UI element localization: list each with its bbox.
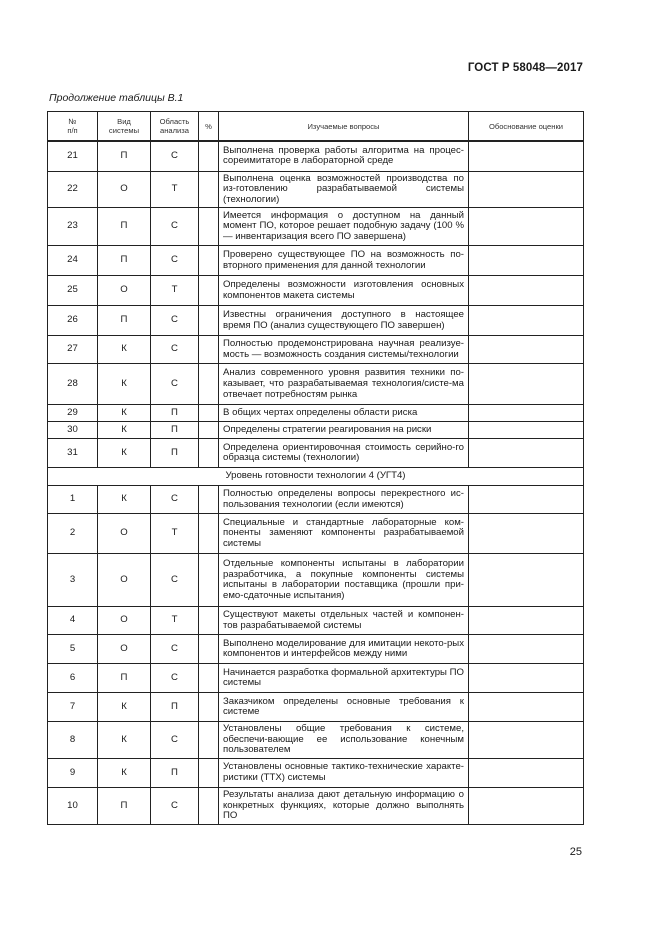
row-number: 8: [48, 722, 98, 759]
assessment-basis-cell: [469, 405, 584, 422]
question-cell: В общих чертах определены области риска: [219, 405, 469, 422]
question-cell: Определены стратегии реагирования на риски: [219, 422, 469, 439]
question-cell: Специальные и стандартные лабораторные ком-поненты заменяют компоненты разрабатываемой системы: [219, 514, 469, 554]
assessment-basis-cell: [469, 554, 584, 607]
question-cell: Отдельные компоненты испытаны в лаборатории разработчика, а покупные компоненты системы испытаны в лаборатории поставщика (прошли при-емо-сдаточные испытания): [219, 554, 469, 607]
assessment-basis-cell: [469, 276, 584, 306]
percent-cell: [199, 336, 219, 364]
system-type-cell: О: [98, 635, 151, 664]
system-type-cell: К: [98, 439, 151, 468]
table-row: [48, 405, 584, 422]
question-cell: Установлены основные тактико-технические характе-ристики (ТТХ) системы: [219, 759, 469, 788]
assessment-basis-cell: [469, 759, 584, 788]
percent-cell: [199, 693, 219, 722]
table-row: [48, 722, 584, 759]
table-row: [48, 171, 584, 208]
table-row: [48, 208, 584, 246]
percent-cell: [199, 514, 219, 554]
page-number: 25: [569, 846, 582, 858]
percent-cell: [199, 141, 219, 171]
document-standard-number: ГОСТ Р 58048—2017: [467, 62, 583, 74]
analysis-area-cell: С: [151, 554, 199, 607]
table-row: [48, 276, 584, 306]
assessment-basis-cell: [469, 514, 584, 554]
analysis-area-cell: П: [151, 439, 199, 468]
assessment-basis-cell: [469, 788, 584, 825]
percent-cell: [199, 276, 219, 306]
analysis-area-cell: П: [151, 405, 199, 422]
analysis-area-cell: Т: [151, 514, 199, 554]
system-type-cell: П: [98, 141, 151, 171]
assessment-basis-cell: [469, 208, 584, 246]
system-type-cell: К: [98, 693, 151, 722]
system-type-cell: О: [98, 171, 151, 208]
table-row: [48, 336, 584, 364]
question-cell: Начинается разработка формальной архитектуры ПО системы: [219, 664, 469, 693]
question-cell: Полностью определены вопросы перекрестного ис-пользования технологии (если имеются): [219, 486, 469, 514]
percent-cell: [199, 422, 219, 439]
column-header-questions: Изучаемые вопросы: [219, 112, 469, 142]
table-row: [48, 759, 584, 788]
table-row: [48, 607, 584, 635]
question-cell: Выполнена проверка работы алгоритма на процес-сореимитаторе в лабораторной среде: [219, 141, 469, 171]
system-type-cell: К: [98, 422, 151, 439]
row-number: 4: [48, 607, 98, 635]
table-row: [48, 554, 584, 607]
column-header-analysis-area: Область анализа: [151, 112, 199, 142]
question-cell: Определена ориентировочная стоимость серийно-го образца системы (технологии): [219, 439, 469, 468]
analysis-area-cell: С: [151, 246, 199, 276]
row-number: 1: [48, 486, 98, 514]
row-number: 6: [48, 664, 98, 693]
system-type-cell: К: [98, 405, 151, 422]
system-type-cell: П: [98, 788, 151, 825]
row-number: 23: [48, 208, 98, 246]
row-number: 9: [48, 759, 98, 788]
table-row: [48, 422, 584, 439]
analysis-area-cell: С: [151, 306, 199, 336]
system-type-cell: К: [98, 364, 151, 405]
percent-cell: [199, 554, 219, 607]
percent-cell: [199, 788, 219, 825]
assessment-basis-cell: [469, 336, 584, 364]
row-number: 25: [48, 276, 98, 306]
assessment-basis-cell: [469, 306, 584, 336]
table-row: [48, 364, 584, 405]
assessment-basis-cell: [469, 422, 584, 439]
percent-cell: [199, 486, 219, 514]
assessment-basis-cell: [469, 664, 584, 693]
row-number: 22: [48, 171, 98, 208]
assessment-basis-cell: [469, 693, 584, 722]
question-cell: Установлены общие требования к системе, обеспечи-вающие ее использование конечным пользователем: [219, 722, 469, 759]
system-type-cell: К: [98, 759, 151, 788]
row-number: 3: [48, 554, 98, 607]
percent-cell: [199, 664, 219, 693]
assessment-basis-cell: [469, 141, 584, 171]
column-header-system-type: Вид системы: [98, 112, 151, 142]
table-row: [48, 486, 584, 514]
system-type-cell: О: [98, 276, 151, 306]
question-cell: Заказчиком определены основные требования к системе: [219, 693, 469, 722]
analysis-area-cell: С: [151, 722, 199, 759]
analysis-area-cell: П: [151, 693, 199, 722]
table-row: [48, 306, 584, 336]
system-type-cell: О: [98, 514, 151, 554]
analysis-area-cell: С: [151, 664, 199, 693]
question-cell: Известны ограничения доступного в настоящее время ПО (анализ существующего ПО завершен): [219, 306, 469, 336]
percent-cell: [199, 607, 219, 635]
system-type-cell: П: [98, 664, 151, 693]
percent-cell: [199, 722, 219, 759]
column-header-assessment-basis: Обоснование оценки: [469, 112, 584, 142]
system-type-cell: О: [98, 607, 151, 635]
row-number: 21: [48, 141, 98, 171]
analysis-area-cell: С: [151, 364, 199, 405]
question-cell: Проверено существующее ПО на возможность по-вторного применения для данной технологии: [219, 246, 469, 276]
column-header-number: № п/п: [48, 112, 98, 142]
row-number: 28: [48, 364, 98, 405]
table-row: [48, 439, 584, 468]
question-cell: Имеется информация о доступном на данный момент ПО, которое решает подобную задачу (100 % — инвентаризация всего ПО завершена): [219, 208, 469, 246]
table-row: [48, 635, 584, 664]
question-cell: Анализ современного уровня развития техники по-казывает, что разрабатываемая технология/систе-ма отвечает потребностям рынка: [219, 364, 469, 405]
analysis-area-cell: Т: [151, 171, 199, 208]
percent-cell: [199, 306, 219, 336]
column-header-percent: %: [199, 112, 219, 142]
system-type-cell: П: [98, 306, 151, 336]
percent-cell: [199, 759, 219, 788]
row-number: 10: [48, 788, 98, 825]
row-number: 5: [48, 635, 98, 664]
table-row: [48, 664, 584, 693]
percent-cell: [199, 635, 219, 664]
percent-cell: [199, 405, 219, 422]
assessment-basis-cell: [469, 635, 584, 664]
section-title: Уровень готовности технологии 4 (УГТ4): [48, 468, 584, 486]
question-cell: Полностью продемонстрирована научная реализуе-мость — возможность создания системы/технологии: [219, 336, 469, 364]
analysis-area-cell: С: [151, 635, 199, 664]
table-continuation-caption: Продолжение таблицы В.1: [49, 92, 184, 104]
row-number: 30: [48, 422, 98, 439]
question-cell: Определены возможности изготовления основных компонентов макета системы: [219, 276, 469, 306]
table-row: [48, 693, 584, 722]
system-type-cell: П: [98, 208, 151, 246]
table-row: [48, 141, 584, 171]
row-number: 31: [48, 439, 98, 468]
assessment-basis-cell: [469, 364, 584, 405]
table-row: [48, 788, 584, 825]
row-number: 7: [48, 693, 98, 722]
section-row: [48, 468, 584, 486]
question-cell: Результаты анализа дают детальную информацию о конкретных функциях, которые должно выполнять ПО: [219, 788, 469, 825]
analysis-area-cell: П: [151, 759, 199, 788]
row-number: 27: [48, 336, 98, 364]
row-number: 29: [48, 405, 98, 422]
table-row: [48, 514, 584, 554]
system-type-cell: П: [98, 246, 151, 276]
percent-cell: [199, 439, 219, 468]
assessment-basis-cell: [469, 171, 584, 208]
question-cell: Выполнена оценка возможностей производства по из-готовлению разрабатываемой системы (технологии): [219, 171, 469, 208]
percent-cell: [199, 208, 219, 246]
row-number: 24: [48, 246, 98, 276]
question-cell: Существуют макеты отдельных частей и компонен-тов разрабатываемой системы: [219, 607, 469, 635]
percent-cell: [199, 171, 219, 208]
analysis-area-cell: Т: [151, 276, 199, 306]
row-number: 26: [48, 306, 98, 336]
system-type-cell: К: [98, 486, 151, 514]
question-cell: Выполнено моделирование для имитации некото-рых компонентов и интерфейсов между ними: [219, 635, 469, 664]
system-type-cell: К: [98, 722, 151, 759]
analysis-area-cell: С: [151, 141, 199, 171]
assessment-basis-cell: [469, 722, 584, 759]
analysis-area-cell: С: [151, 208, 199, 246]
assessment-basis-cell: [469, 486, 584, 514]
analysis-area-cell: С: [151, 486, 199, 514]
analysis-area-cell: С: [151, 788, 199, 825]
assessment-basis-cell: [469, 607, 584, 635]
table-row: [48, 246, 584, 276]
table-header-row: [48, 112, 584, 142]
assessment-basis-cell: [469, 246, 584, 276]
system-type-cell: К: [98, 336, 151, 364]
percent-cell: [199, 246, 219, 276]
analysis-area-cell: Т: [151, 607, 199, 635]
system-type-cell: О: [98, 554, 151, 607]
analysis-area-cell: С: [151, 336, 199, 364]
readiness-criteria-table: [47, 111, 584, 825]
assessment-basis-cell: [469, 439, 584, 468]
analysis-area-cell: П: [151, 422, 199, 439]
percent-cell: [199, 364, 219, 405]
row-number: 2: [48, 514, 98, 554]
